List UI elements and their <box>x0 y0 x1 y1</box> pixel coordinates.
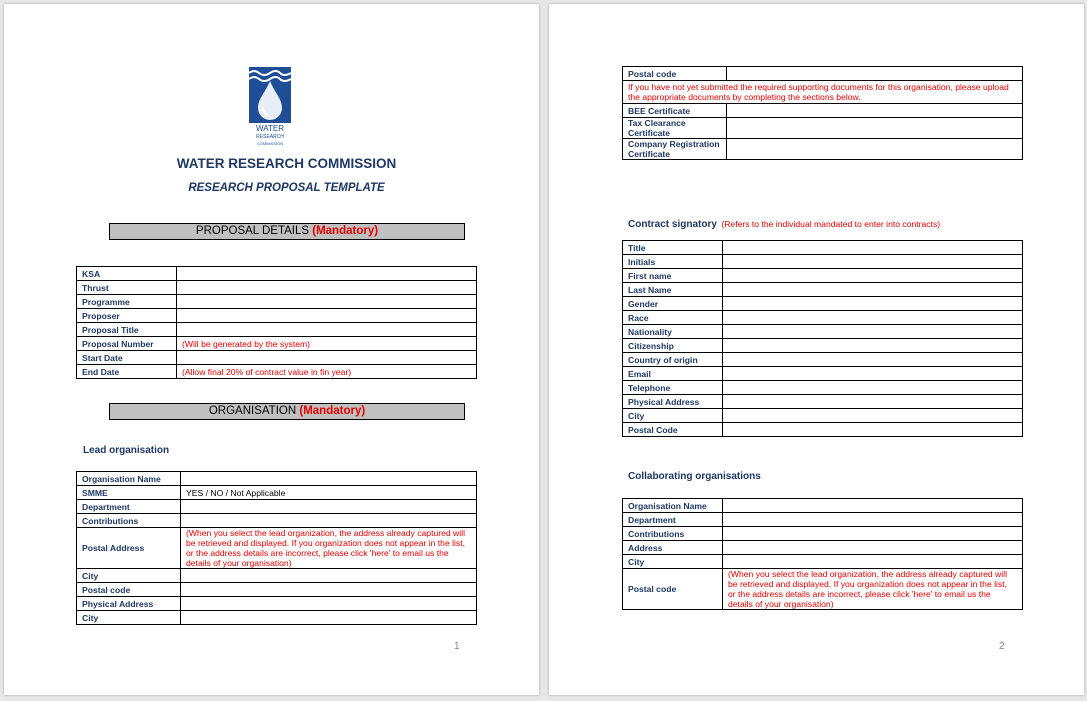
signatory-row <box>623 241 1023 255</box>
page-number: 2 <box>999 641 1005 652</box>
row-label: Initials <box>623 255 723 269</box>
row-label: Postal Code <box>623 423 723 437</box>
postal-code-row <box>623 67 1023 81</box>
contract-signatory-note: (Refers to the individual mandated to enter into contracts) <box>721 219 941 229</box>
documents-notice-row <box>623 81 1023 104</box>
row-label: Proposal Title <box>77 323 177 337</box>
row-value[interactable] <box>723 325 1023 339</box>
collab-row <box>623 527 1023 541</box>
row-value[interactable] <box>723 541 1023 555</box>
row-value[interactable] <box>723 409 1023 423</box>
row-value[interactable] <box>723 513 1023 527</box>
page-number: 1 <box>454 641 460 652</box>
row-label: Organisation Name <box>77 472 181 486</box>
row-value[interactable] <box>177 309 477 323</box>
supporting-documents-table <box>622 66 1023 160</box>
row-value[interactable] <box>723 367 1023 381</box>
row-label: Country of origin <box>623 353 723 367</box>
proposal-details-bar <box>109 223 465 240</box>
row-label: BEE Certificate <box>623 104 727 118</box>
row-label: Email <box>623 367 723 381</box>
signatory-row <box>623 269 1023 283</box>
row-label: Department <box>77 500 181 514</box>
collaborating-organisations-table <box>622 498 1023 610</box>
row-label: SMME <box>77 486 181 500</box>
row-value[interactable] <box>723 241 1023 255</box>
collab-row <box>623 499 1023 513</box>
document-row <box>623 104 1023 118</box>
collab-row <box>623 541 1023 555</box>
row-value[interactable] <box>723 499 1023 513</box>
row-value[interactable] <box>181 569 477 583</box>
row-label: Last Name <box>623 283 723 297</box>
water-drop-logo-icon <box>249 67 291 123</box>
row-value[interactable] <box>177 323 477 337</box>
proposal-details-label: PROPOSAL DETAILS <box>195 225 313 237</box>
lead-row <box>77 500 477 514</box>
signatory-row <box>623 325 1023 339</box>
row-value[interactable] <box>723 555 1023 569</box>
row-value[interactable]: YES / NO / Not Applicable <box>181 486 477 500</box>
proposal-details-table <box>76 266 477 379</box>
document-page-2 <box>549 4 1084 695</box>
documents-notice: If you have not yet submitted the required supporting documents for this organisation, please upload the appropriate documents by completing the sections below. <box>623 81 1023 104</box>
row-label: City <box>623 409 723 423</box>
row-label: Nationality <box>623 325 723 339</box>
contract-signatory-heading-line <box>628 214 940 232</box>
proposal-row <box>77 351 477 365</box>
row-label: Telephone <box>623 381 723 395</box>
row-label: KSA <box>77 267 177 281</box>
row-label: City <box>77 611 181 625</box>
mandatory-flag: (Mandatory) <box>312 225 379 237</box>
row-label: Company Registration Certificate <box>623 139 727 160</box>
logo-text-commission: COMMISSION <box>256 141 284 146</box>
page-heading: WATER RESEARCH COMMISSION <box>176 156 397 171</box>
row-label: Proposal Number <box>77 337 177 351</box>
row-value[interactable] <box>723 423 1023 437</box>
proposal-row <box>77 267 477 281</box>
row-value[interactable] <box>723 381 1023 395</box>
organisation-bar <box>109 403 465 420</box>
row-value[interactable] <box>727 104 1023 118</box>
row-value[interactable] <box>181 500 477 514</box>
document-row <box>623 139 1023 160</box>
row-value[interactable]: (When you select the lead organization, the address already captured will be retrieved and displayed. If you organization does not appear in the list, or the address details are incorrect, please click 'here' to email us the details of your organisation) <box>723 569 1023 610</box>
row-label: Organisation Name <box>623 499 723 513</box>
lead-organisation-heading: Lead organisation <box>83 445 170 456</box>
row-value[interactable] <box>181 514 477 528</box>
row-value[interactable] <box>177 295 477 309</box>
signatory-row <box>623 255 1023 269</box>
lead-row <box>77 472 477 486</box>
row-label: Address <box>623 541 723 555</box>
row-label: City <box>77 569 181 583</box>
page-subheading: RESEARCH PROPOSAL TEMPLATE <box>188 182 385 194</box>
proposal-row <box>77 309 477 323</box>
row-label: Race <box>623 311 723 325</box>
proposal-row <box>77 337 477 351</box>
proposal-row <box>77 365 477 379</box>
row-value[interactable] <box>181 583 477 597</box>
row-value[interactable] <box>723 269 1023 283</box>
row-value[interactable] <box>177 351 477 365</box>
row-label: End Date <box>77 365 177 379</box>
row-label: Proposer <box>77 309 177 323</box>
signatory-row <box>623 283 1023 297</box>
row-label: Postal code <box>623 569 723 610</box>
row-value[interactable] <box>723 339 1023 353</box>
document-page-1 <box>4 4 539 695</box>
row-label: City <box>623 555 723 569</box>
signatory-row <box>623 353 1023 367</box>
row-value[interactable]: (Will be generated by the system) <box>177 337 477 351</box>
signatory-row <box>623 409 1023 423</box>
row-value[interactable] <box>181 611 477 625</box>
row-value[interactable] <box>723 283 1023 297</box>
row-value[interactable]: (When you select the lead organization, the address already captured will be retrieved and displayed. If you organization does not appear in the list, or the address details are incorrect, please click 'here' to email us the details of your organisation) <box>181 528 477 569</box>
collab-row <box>623 513 1023 527</box>
row-label: Citizenship <box>623 339 723 353</box>
signatory-row <box>623 339 1023 353</box>
collab-row <box>623 569 1023 610</box>
row-value[interactable] <box>723 353 1023 367</box>
row-label: Postal code <box>623 67 727 81</box>
row-value[interactable] <box>723 395 1023 409</box>
contract-signatory-table <box>622 240 1023 437</box>
mandatory-flag: (Mandatory) <box>299 405 366 417</box>
document-row <box>623 118 1023 139</box>
row-label: Programme <box>77 295 177 309</box>
collab-row <box>623 555 1023 569</box>
row-value[interactable] <box>181 597 477 611</box>
row-label: Contributions <box>77 514 181 528</box>
row-label: Title <box>623 241 723 255</box>
row-value[interactable] <box>181 472 477 486</box>
proposal-row <box>77 281 477 295</box>
signatory-row <box>623 381 1023 395</box>
lead-row <box>77 514 477 528</box>
logo-text-water: WATER <box>256 124 284 133</box>
row-value[interactable] <box>723 311 1023 325</box>
row-value[interactable] <box>177 281 477 295</box>
signatory-row <box>623 423 1023 437</box>
row-value[interactable] <box>727 118 1023 139</box>
lead-row <box>77 583 477 597</box>
logo-text-research: RESEARCH <box>256 134 284 140</box>
lead-organisation-table <box>76 471 477 625</box>
row-value[interactable] <box>727 139 1023 160</box>
lead-row <box>77 569 477 583</box>
row-value[interactable]: (Allow final 20% of contract value in fin year) <box>177 365 477 379</box>
row-value[interactable] <box>723 255 1023 269</box>
collaborating-organisations-heading: Collaborating organisations <box>628 471 761 482</box>
row-label: Gender <box>623 297 723 311</box>
row-value[interactable] <box>727 67 1023 81</box>
row-label: Postal Address <box>77 528 181 569</box>
organisation-label: ORGANISATION <box>208 405 300 417</box>
lead-row <box>77 528 477 569</box>
row-value[interactable] <box>723 297 1023 311</box>
row-label: Department <box>623 513 723 527</box>
row-label: Postal code <box>77 583 181 597</box>
proposal-row <box>77 295 477 309</box>
row-label: Start Date <box>77 351 177 365</box>
row-label: Contributions <box>623 527 723 541</box>
lead-row <box>77 486 477 500</box>
contract-signatory-heading: Contract signatory <box>628 219 717 230</box>
row-value[interactable] <box>723 527 1023 541</box>
row-label: Physical Address <box>77 597 181 611</box>
proposal-row <box>77 323 477 337</box>
signatory-row <box>623 395 1023 409</box>
row-label: First name <box>623 269 723 283</box>
row-label: Physical Address <box>623 395 723 409</box>
signatory-row <box>623 367 1023 381</box>
row-value[interactable] <box>177 267 477 281</box>
lead-row <box>77 611 477 625</box>
signatory-row <box>623 297 1023 311</box>
row-label: Thrust <box>77 281 177 295</box>
signatory-row <box>623 311 1023 325</box>
wrc-logo <box>249 67 291 149</box>
row-label: Tax Clearance Certificate <box>623 118 727 139</box>
lead-row <box>77 597 477 611</box>
